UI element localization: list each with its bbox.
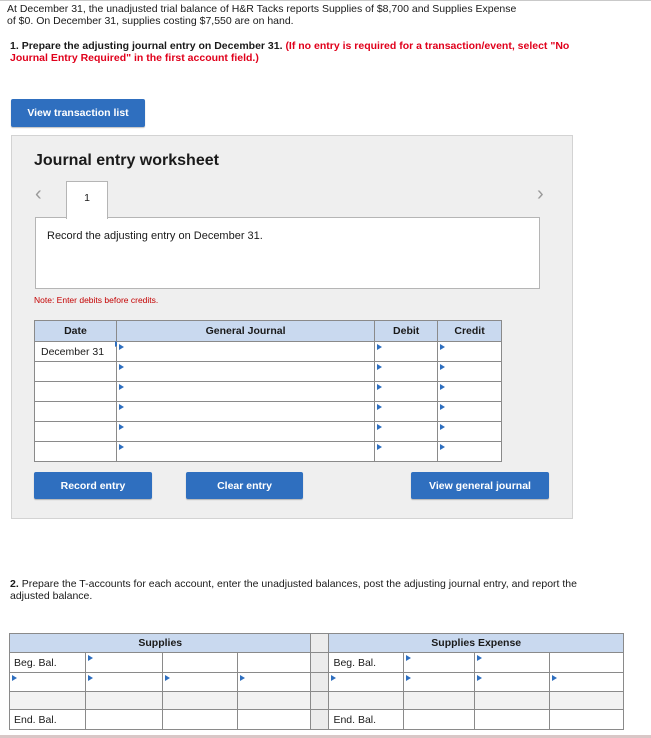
question-2 (10, 578, 610, 602)
account-cell[interactable] (116, 382, 374, 402)
input-marker-icon (440, 384, 445, 390)
input-marker-icon (377, 364, 382, 370)
spacer-cell (475, 692, 550, 710)
input-marker-icon (440, 364, 445, 370)
supplies-credit-input[interactable] (237, 653, 311, 673)
t-accounts-table (9, 633, 624, 730)
journal-row (35, 422, 502, 442)
input-marker-icon (88, 675, 93, 681)
spacer-cell (237, 692, 311, 710)
date-cell[interactable] (35, 422, 117, 442)
dropdown-arrow-icon[interactable] (331, 675, 336, 681)
top-divider (0, 0, 651, 1)
view-transaction-list-button[interactable]: View transaction list (11, 99, 145, 127)
col-header-date: Date (35, 321, 117, 342)
expense-debit-input[interactable] (404, 673, 475, 692)
expense-credit-input[interactable] (550, 673, 624, 692)
question-1-note: (If no entry is required for a transaction/event, select "No Journal Entry Required" in the first account field.) (10, 40, 570, 64)
journal-table (34, 320, 502, 462)
input-marker-icon (440, 344, 445, 350)
spacer-cell (162, 692, 237, 710)
entry-description: Record the adjusting entry on December 31. (47, 230, 263, 242)
t-account-title-supplies: Supplies (10, 634, 311, 653)
credit-cell[interactable] (438, 342, 502, 362)
credit-cell[interactable] (438, 402, 502, 422)
expense-end-debit[interactable] (404, 710, 475, 730)
dropdown-arrow-icon[interactable] (119, 404, 124, 410)
dropdown-arrow-icon[interactable] (119, 424, 124, 430)
input-marker-icon (440, 424, 445, 430)
view-general-journal-button[interactable]: View general journal (411, 472, 549, 499)
spacer-cell (85, 692, 162, 710)
supplies-debit-input[interactable] (85, 673, 162, 692)
debit-cell[interactable] (375, 382, 438, 402)
date-cell[interactable] (35, 342, 117, 362)
account-cell[interactable] (116, 402, 374, 422)
spacer-cell (10, 692, 86, 710)
t-account-row (10, 673, 624, 692)
debit-cell[interactable] (375, 362, 438, 382)
journal-row (35, 402, 502, 422)
dropdown-arrow-icon[interactable] (12, 675, 17, 681)
input-marker-icon (440, 444, 445, 450)
input-marker-icon (377, 424, 382, 430)
supplies-credit-input[interactable] (237, 673, 311, 692)
problem-intro: At December 31, the unadjusted trial balance of H&R Tacks reports Supplies of $8,700 and Supplies Expense of $0. On December 31, supplies costing $7,550 are on hand. (7, 3, 517, 27)
col-header-credit: Credit (438, 321, 502, 342)
dropdown-arrow-icon[interactable] (119, 444, 124, 450)
expense-debit-input[interactable] (404, 653, 475, 673)
spacer-cell (329, 692, 404, 710)
input-marker-icon (377, 404, 382, 410)
input-marker-icon (88, 655, 93, 661)
debit-credit-note: Note: Enter debits before credits. (34, 295, 159, 305)
beg-bal-label: Beg. Bal. (10, 653, 86, 673)
input-marker-icon (477, 655, 482, 661)
expense-end-credit[interactable] (550, 710, 624, 730)
input-marker-icon (377, 384, 382, 390)
chevron-left-icon[interactable]: ‹ (35, 183, 42, 205)
question-1-text: Prepare the adjusting journal entry on December 31. (21, 40, 283, 52)
t-account-gap (311, 673, 329, 692)
question-1-number: 1. (10, 40, 19, 52)
input-marker-icon (406, 675, 411, 681)
supplies-account-select[interactable] (162, 673, 237, 692)
worksheet-title: Journal entry worksheet (34, 152, 219, 169)
input-marker-icon (406, 655, 411, 661)
account-cell[interactable] (116, 442, 374, 462)
date-cell[interactable] (35, 382, 117, 402)
chevron-right-icon[interactable]: › (537, 183, 544, 205)
expense-account-select[interactable] (475, 673, 550, 692)
date-cell[interactable] (35, 442, 117, 462)
spacer-cell (550, 692, 624, 710)
t-account-gap (311, 653, 329, 673)
beg-bal-label: Beg. Bal. (329, 653, 404, 673)
clear-entry-button[interactable]: Clear entry (186, 472, 303, 499)
end-bal-label: End. Bal. (10, 710, 86, 730)
debit-cell[interactable] (375, 442, 438, 462)
record-entry-button[interactable]: Record entry (34, 472, 152, 499)
account-cell[interactable] (116, 422, 374, 442)
question-1 (10, 40, 610, 64)
debit-cell[interactable] (375, 422, 438, 442)
supplies-end-account[interactable] (162, 710, 237, 730)
credit-cell[interactable] (438, 362, 502, 382)
supplies-end-credit[interactable] (237, 710, 311, 730)
account-cell[interactable] (116, 362, 374, 382)
col-header-general-journal: General Journal (116, 321, 374, 342)
input-marker-icon (440, 404, 445, 410)
dropdown-arrow-icon[interactable] (477, 675, 482, 681)
date-cell[interactable] (35, 402, 117, 422)
journal-row (35, 442, 502, 462)
supplies-account-select[interactable] (10, 673, 86, 692)
input-marker-icon (552, 675, 557, 681)
col-header-debit: Debit (375, 321, 438, 342)
spacer-cell (404, 692, 475, 710)
expense-account-input[interactable] (475, 653, 550, 673)
expense-account-select[interactable] (329, 673, 404, 692)
input-marker-icon (377, 344, 382, 350)
credit-cell[interactable] (438, 382, 502, 402)
end-bal-label: End. Bal. (329, 710, 404, 730)
input-marker-icon (240, 675, 245, 681)
dropdown-arrow-icon[interactable] (165, 675, 170, 681)
credit-cell[interactable] (438, 422, 502, 442)
question-2-text: Prepare the T-accounts for each account, enter the unadjusted balances, post the adjusting journal entry, and report the adjusted balance. (10, 578, 577, 602)
journal-row (35, 342, 502, 362)
dropdown-arrow-icon[interactable] (119, 344, 124, 350)
debit-cell[interactable] (375, 402, 438, 422)
account-cell[interactable] (116, 342, 374, 362)
t-account-row (10, 653, 624, 673)
input-marker-icon (377, 444, 382, 450)
dropdown-arrow-icon[interactable] (119, 364, 124, 370)
tab-1[interactable]: 1 (66, 181, 108, 219)
supplies-debit-input[interactable] (85, 653, 162, 673)
t-account-gap (311, 692, 329, 710)
credit-cell[interactable] (438, 442, 502, 462)
t-account-row (10, 692, 624, 710)
dropdown-arrow-icon[interactable] (119, 384, 124, 390)
question-2-number: 2. (10, 578, 19, 590)
description-box (35, 217, 540, 289)
journal-row (35, 382, 502, 402)
supplies-account-input[interactable] (162, 653, 237, 673)
t-account-gap (311, 710, 329, 730)
t-account-gap (311, 634, 329, 653)
supplies-end-debit[interactable] (85, 710, 162, 730)
journal-row (35, 362, 502, 382)
expense-credit-input[interactable] (550, 653, 624, 673)
t-account-row (10, 710, 624, 730)
date-cell[interactable] (35, 362, 117, 382)
t-account-title-supplies-expense: Supplies Expense (329, 634, 624, 653)
expense-end-account[interactable] (475, 710, 550, 730)
debit-cell[interactable] (375, 342, 438, 362)
date-value: December 31 (41, 345, 105, 358)
